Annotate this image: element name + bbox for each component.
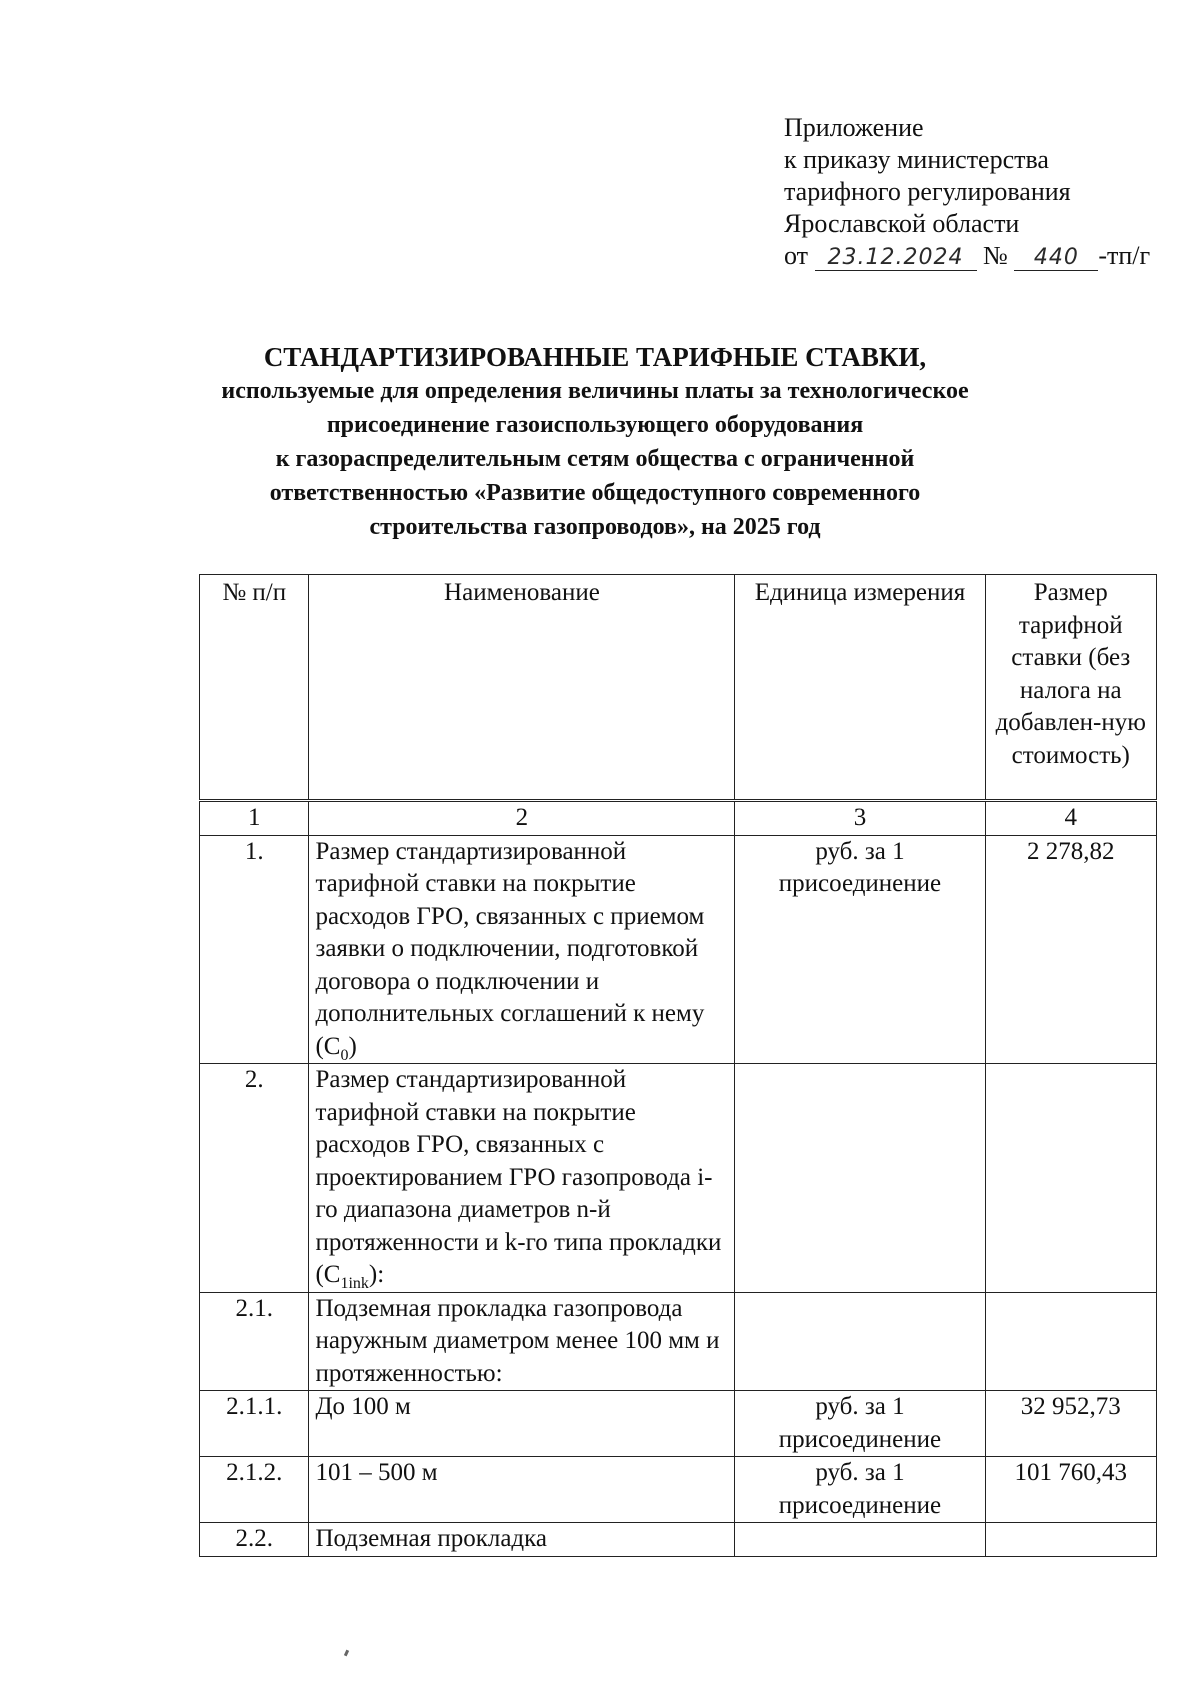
column-number: 2 [309,801,735,836]
title-main: СТАНДАРТИЗИРОВАННЫЕ ТАРИФНЫЕ СТАВКИ, [263,342,927,372]
header-number: № п/п [200,575,309,801]
table-row [200,1457,1157,1523]
title-line-5: строительства газопроводов», на 2025 год [369,514,821,540]
tariff-table [199,574,1157,1557]
appendix-line-2: к приказу министерства [784,145,1049,174]
table-row [200,1391,1157,1457]
row-unit: руб. за 1 присоединение [735,1457,985,1523]
row-number: 1. [200,835,309,1064]
row-unit [735,1064,985,1293]
row-name: Подземная прокладка [309,1523,735,1557]
scan-speck [344,1650,349,1657]
row-unit: руб. за 1 присоединение [735,835,985,1064]
header-unit: Единица измерения [735,575,985,801]
header-rate: Размер тарифной ставки (без налога на добавлен-ную стоимость) [985,575,1156,801]
number-sign: № [983,241,1008,270]
row-name-tail: ) [348,1032,357,1060]
row-number: 2.1. [200,1292,309,1391]
handwritten-date: 23.12.2024 [815,246,977,271]
table-row [200,1523,1157,1557]
row-value: 32 952,73 [985,1391,1156,1457]
appendix-line-1: Приложение [784,113,924,142]
row-name-subscript: 0 [340,1046,349,1064]
column-number: 1 [200,801,309,836]
handwritten-order-number: 440 [1014,246,1098,271]
date-prefix: от [784,241,809,270]
column-number-row [200,801,1157,836]
table-row [200,835,1157,1064]
row-value: 101 760,43 [985,1457,1156,1523]
header-name: Наименование [309,575,735,801]
row-value [985,1292,1156,1391]
table-header-row [200,575,1157,801]
appendix-line-4: Ярославской области [784,209,1020,238]
row-value [985,1064,1156,1293]
order-suffix: -тп/г [1098,241,1151,270]
title-line-1: используемые для определения величины платы за технологическое [221,378,969,404]
row-value [985,1523,1156,1557]
row-unit: руб. за 1 присоединение [735,1391,985,1457]
document-title [190,340,1000,544]
row-name-text: Размер стандартизированной тарифной ставки на покрытие расходов ГРО, связанных с проектированием ГРО газопровода i-го диапазона диаметров n-й протяженности и k-го типа прокладки (С [315,1066,722,1288]
row-number: 2.1.1. [200,1391,309,1457]
row-name-subscript: 1ink [340,1275,369,1292]
row-number: 2.2. [200,1523,309,1557]
row-unit [735,1292,985,1391]
column-number: 4 [985,801,1156,836]
table-row [200,1292,1157,1391]
order-reference-line [784,240,1150,272]
row-number: 2. [200,1064,309,1293]
row-name: 101 – 500 м [309,1457,735,1523]
title-line-3: к газораспределительным сетям общества с ограниченной [275,446,915,472]
row-value: 2 278,82 [985,835,1156,1064]
row-name [309,835,735,1064]
row-name [309,1064,735,1293]
column-number: 3 [735,801,985,836]
appendix-line-3: тарифного регулирования [784,177,1071,206]
row-name: До 100 м [309,1391,735,1457]
row-unit [735,1523,985,1557]
appendix-block [784,112,1150,272]
row-name-tail: ): [368,1261,385,1288]
row-name: Подземная прокладка газопровода наружным диаметром менее 100 мм и протяженностью: [309,1292,735,1391]
title-line-4: ответственностью «Развитие общедоступного современного [269,480,921,506]
row-name-text: Размер стандартизированной тарифной ставки на покрытие расходов ГРО, связанных с приемом заявки о подключении, подготовкой договора о подключении и дополнительных соглашений к нему (С [315,837,705,1060]
row-number: 2.1.2. [200,1457,309,1523]
title-line-2: присоединение газоиспользующего оборудования [326,412,864,438]
table-row [200,1064,1157,1293]
